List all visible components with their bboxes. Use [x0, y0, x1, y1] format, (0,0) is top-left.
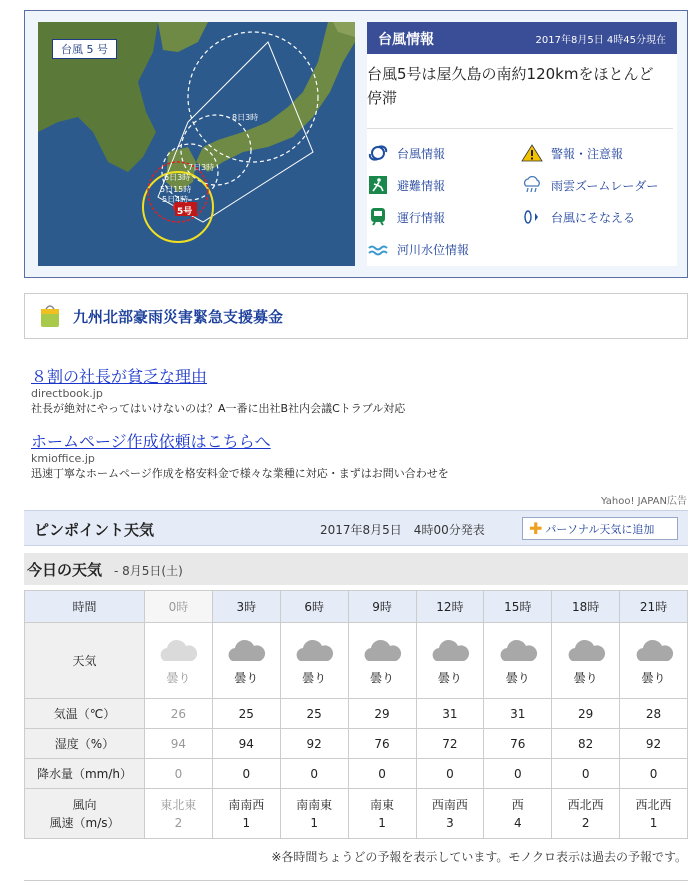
- ad-domain: kmioffice.jp: [31, 452, 95, 465]
- wind-dir: 西: [511, 797, 524, 812]
- wind-speed: 2: [581, 815, 590, 830]
- add-personal-weather-label: パーソナル天気に追加: [545, 522, 655, 536]
- wind-dir: 西北西: [567, 797, 604, 812]
- map-tag-5d15: 5日15時: [160, 185, 192, 194]
- pinpoint-date: 2017年8月5日 4時00分発表: [320, 523, 485, 537]
- wind-dir: 西南西: [431, 797, 468, 812]
- wind-dir: 南南東: [296, 797, 333, 812]
- weather-label: 曇り: [166, 671, 191, 685]
- weather-cell: [620, 623, 688, 699]
- cloudy-icon: [292, 635, 336, 665]
- hour-cell: 21時: [620, 591, 688, 623]
- ad-title[interactable]: ８割の社長が貧乏な理由: [31, 367, 208, 386]
- link-label: 台風にそなえる: [551, 210, 636, 225]
- precip-cell: 0: [620, 759, 688, 789]
- cloudy-icon: [564, 635, 608, 665]
- temp-cell: 28: [620, 699, 688, 729]
- map-tag-5d4: 5日4時: [162, 195, 189, 204]
- humidity-cell: 94: [212, 729, 280, 759]
- humidity-cell: 72: [416, 729, 484, 759]
- hour-cell: 9時: [348, 591, 416, 623]
- map-typhoon-label: 台風 5 号: [52, 39, 117, 59]
- today-title: 今日の天気: [27, 561, 103, 579]
- hour-cell: 12時: [416, 591, 484, 623]
- link-label: 警報・注意報: [551, 146, 624, 161]
- humidity-cell: 92: [280, 729, 348, 759]
- map-tag-6d: 6日3時: [164, 173, 191, 182]
- weather-cell: [552, 623, 620, 699]
- weather-label: 曇り: [234, 671, 259, 685]
- typhoon-map[interactable]: [38, 22, 355, 266]
- hour-cell: 15時: [484, 591, 552, 623]
- wind-speed: 1: [310, 815, 318, 830]
- link-rain-radar[interactable]: [521, 176, 658, 194]
- precip-cell: 0: [212, 759, 280, 789]
- wind-cell: [145, 789, 213, 839]
- ad-title[interactable]: ホームページ作成依頼はこちらへ: [31, 432, 271, 451]
- typhoon-headline[interactable]: 台風5号は屋久島の南約120kmをほとんど停滞: [367, 65, 654, 107]
- ad-description: 迅速丁寧なホームページ作成を格安料金で様々な業種に対応・まずはお問い合わせを: [31, 467, 449, 480]
- map-tag-8d: 8日3時: [232, 113, 259, 122]
- link-label: 台風情報: [397, 146, 446, 161]
- wind-speed: 2: [174, 815, 183, 830]
- humidity-cell: 76: [348, 729, 416, 759]
- wind-cell: [552, 789, 620, 839]
- cloudy-icon: [428, 635, 472, 665]
- link-label: 河川水位情報: [397, 242, 470, 257]
- weather-label: 曇り: [641, 671, 666, 685]
- link-label: 避難情報: [397, 178, 446, 193]
- divider: [24, 880, 688, 881]
- typhoon-info-date: 2017年8月5日 4時45分現在: [535, 35, 666, 46]
- link-river-level[interactable]: [367, 240, 469, 258]
- precip-cell: 0: [552, 759, 620, 789]
- hour-cell: 6時: [280, 591, 348, 623]
- today-header: [24, 553, 688, 585]
- wind-speed: 3: [446, 815, 454, 830]
- link-label: 雨雲ズームレーダー: [551, 178, 659, 193]
- row-label: 天気: [25, 623, 145, 699]
- hour-cell: 18時: [552, 591, 620, 623]
- humidity-cell: 82: [552, 729, 620, 759]
- hour-cell: 0時: [145, 591, 213, 623]
- link-warnings[interactable]: [521, 144, 623, 162]
- wind-cell: [348, 789, 416, 839]
- table-row-temp: [25, 699, 688, 729]
- table-row-precip: [25, 759, 688, 789]
- weather-cell: [212, 623, 280, 699]
- cloudy-icon: [224, 635, 268, 665]
- table-row-time: [25, 591, 688, 623]
- humidity-cell: 94: [145, 729, 213, 759]
- wind-cell: [620, 789, 688, 839]
- add-personal-weather-button[interactable]: [522, 517, 678, 540]
- donation-banner[interactable]: [24, 293, 688, 339]
- pinpoint-header: [24, 510, 688, 546]
- row-label: [25, 789, 145, 839]
- precip-cell: 0: [484, 759, 552, 789]
- wind-speed-label: 風速（m/s）: [49, 815, 120, 830]
- ad-item[interactable]: [31, 429, 449, 481]
- river-icon: [367, 240, 389, 258]
- wind-dir: 西北西: [635, 797, 672, 812]
- temp-cell: 31: [416, 699, 484, 729]
- cloudy-icon: [632, 635, 676, 665]
- wind-dir: 南南西: [228, 797, 265, 812]
- precip-cell: 0: [416, 759, 484, 789]
- divider: [367, 128, 673, 129]
- typhoon-info-title: 台風情報: [378, 32, 434, 48]
- weather-cell: [145, 623, 213, 699]
- humidity-cell: 76: [484, 729, 552, 759]
- table-row-humidity: [25, 729, 688, 759]
- weather-label: 曇り: [573, 671, 598, 685]
- link-transit[interactable]: [367, 208, 445, 226]
- ad-domain: directbook.jp: [31, 387, 103, 400]
- forecast-note: ※各時間ちょうどの予報を表示しています。モノクロ表示は過去の予報です。: [271, 850, 687, 864]
- temp-cell: 29: [348, 699, 416, 729]
- donation-label: 九州北部豪雨災害緊急支援募金: [73, 308, 284, 326]
- table-row-weather: [25, 623, 688, 699]
- wind-speed: 1: [242, 815, 251, 830]
- wind-dir: 南東: [370, 797, 395, 812]
- wind-cell: [280, 789, 348, 839]
- warning-icon: [521, 144, 543, 162]
- map-tag-num: 5号: [177, 207, 193, 217]
- wind-speed: 1: [378, 815, 386, 830]
- typhoon-info: [367, 22, 677, 266]
- typhoon-icon: [367, 144, 389, 162]
- wind-speed: 4: [513, 815, 522, 830]
- wind-cell: [484, 789, 552, 839]
- link-typhoon-info[interactable]: [367, 144, 445, 162]
- weather-cell: [280, 623, 348, 699]
- prepare-icon: [521, 208, 543, 226]
- temp-cell: 25: [280, 699, 348, 729]
- temp-cell: 26: [145, 699, 213, 729]
- wind-dir: 東北東: [160, 797, 197, 812]
- link-label: 運行情報: [397, 210, 446, 225]
- link-prepare[interactable]: [521, 208, 635, 226]
- cloudy-icon: [156, 635, 200, 665]
- wind-speed: 1: [649, 815, 658, 830]
- temp-cell: 29: [552, 699, 620, 729]
- weather-cell: [348, 623, 416, 699]
- table-row-wind: [25, 789, 688, 839]
- row-label: 気温（℃）: [25, 699, 145, 729]
- today-date: - 8月5日(土): [114, 564, 183, 578]
- precip-cell: 0: [145, 759, 213, 789]
- wind-dir-label: 風向: [72, 797, 97, 812]
- ad-credit[interactable]: Yahoo! JAPAN広告: [601, 496, 687, 507]
- plus-icon: ✚: [529, 519, 543, 538]
- rain-cloud-icon: [521, 176, 543, 194]
- typhoon-info-header: [367, 22, 677, 54]
- link-evacuation[interactable]: [367, 176, 445, 194]
- precip-cell: 0: [280, 759, 348, 789]
- wind-cell: [212, 789, 280, 839]
- pinpoint-title: ピンポイント天気: [34, 521, 155, 539]
- weather-label: 曇り: [370, 671, 395, 685]
- donation-bag-icon: [39, 303, 61, 329]
- row-label: 降水量（mm/h）: [25, 759, 145, 789]
- train-icon: [367, 208, 389, 226]
- map-tag-7d: 7日3時: [188, 163, 215, 172]
- row-label: 時間: [25, 591, 145, 623]
- weather-cell: [484, 623, 552, 699]
- weather-label: 曇り: [505, 671, 530, 685]
- cloudy-icon: [496, 635, 540, 665]
- ad-description: 社長が絶対にやってはいけないのは？A一番に出社B社内会議Cトラブル対応: [31, 402, 406, 415]
- weather-label: 曇り: [302, 671, 327, 685]
- weather-cell: [416, 623, 484, 699]
- ad-item[interactable]: [31, 364, 405, 416]
- wind-cell: [416, 789, 484, 839]
- hour-cell: 3時: [212, 591, 280, 623]
- row-label: 湿度（%）: [25, 729, 145, 759]
- precip-cell: 0: [348, 759, 416, 789]
- weather-label: 曇り: [437, 671, 462, 685]
- evacuation-icon: [367, 176, 389, 194]
- typhoon-panel: [24, 10, 688, 278]
- humidity-cell: 92: [620, 729, 688, 759]
- cloudy-icon: [360, 635, 404, 665]
- forecast-table: [24, 590, 688, 839]
- temp-cell: 31: [484, 699, 552, 729]
- temp-cell: 25: [212, 699, 280, 729]
